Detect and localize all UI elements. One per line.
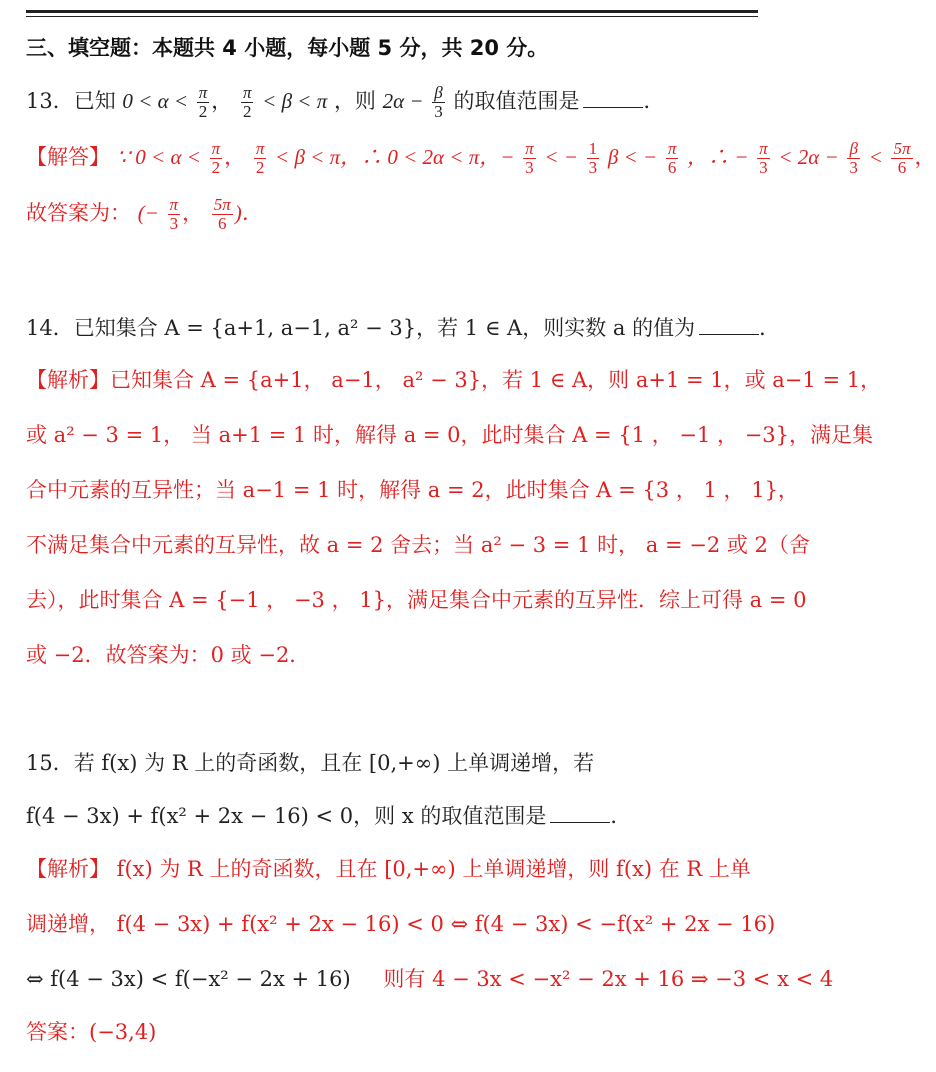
question-15-line-1: 15．若 f(x) 为 R 上的奇函数，且在 [0,+∞) 上单调递增，若 xyxy=(26,751,595,775)
q14-solution-line-5: 去），此时集合 A = {−1 ， −3 ， 1}，满足集合中元素的互异性．综上可得 a = 0 xyxy=(26,588,807,612)
q13-then: ，则 xyxy=(333,88,376,113)
q13-cond2: < β < π xyxy=(262,88,328,113)
q13-prefix: 13．已知 xyxy=(26,88,116,113)
q15-answer: 答案：(−3,4) xyxy=(26,1020,157,1044)
q13-solution: 【解答】 ∵ 0 < α < $\frac{\pi}{2}$ ， $\frac{\pi}{2}$ < β < π，∴ 0 < 2α < π，− $\frac{\pi}{3}$ < − $\frac{1}{3}$ β < − $\frac{\pi}{6}$ ，∴ − $\frac{\pi}{3}$ < 2α − $\frac{\beta}{3}$ < $\frac{5\pi}{6}$ ， xyxy=(26,139,936,177)
top-rule-thick xyxy=(26,10,758,13)
question-15-line-2: f(4 − 3x) + f(x² + 2x − 16) < 0，则 x 的取值范围是 ． xyxy=(26,804,632,828)
q13-frac-pi-2: $\frac{\pi}{2}$ xyxy=(198,83,208,121)
q15-solution-line-1: 【解析】 f(x) 为 R 上的奇函数，且在 [0,+∞) 上单调递增，则 f(x) 在 R 上单 xyxy=(26,857,751,881)
q14-solution-line-4: 不满足集合中元素的互异性，故 a = 2 舍去；当 a² − 3 = 1 时， a = −2 或 2（舍 xyxy=(26,533,810,557)
section-title: 三、填空题：本题共 4 小题，每小题 5 分，共 20 分。 xyxy=(26,36,549,60)
question-14: 14．已知集合 A = {a+1, a−1, a² − 3}，若 1 ∈ A，则实数 a 的值为 ． xyxy=(26,316,781,340)
q13-answer: 故答案为： (− $\frac{\pi}{3}$ ， $\frac{5\pi}{6}$ )． xyxy=(26,195,263,233)
q15-solution-line-3: ⇔ f(4 − 3x) < f(−x² − 2x + 16) 则有 4 − 3x < −x² − 2x + 16 ⇒ −3 < x < 4 xyxy=(26,967,834,991)
q13-solution-tag: 【解答】 xyxy=(26,144,110,169)
q14-solution-line-1: 【解析】已知集合 A = {a+1， a−1， a² − 3}，若 1 ∈ A，则 a+1 = 1，或 a−1 = 1， xyxy=(26,368,882,392)
q13-frac-pi-2b: $\frac{\pi}{2}$ xyxy=(242,83,252,121)
question-13: 13．已知 0 < α < $\frac{\pi}{2}$ ， $\frac{\pi}{2}$ < β < π ，则 2α − $\frac{\beta}{3}$ 的取值范围是 ． xyxy=(26,83,665,121)
q13-expr: 2α − xyxy=(382,88,424,113)
q15-solution-line-2: 调递增， f(4 − 3x) + f(x² + 2x − 16) < 0 ⇔ f(4 − 3x) < −f(x² + 2x − 16) xyxy=(26,912,776,936)
q14-answer-blank xyxy=(699,333,759,335)
q13-suffix: 的取值范围是 xyxy=(453,88,580,113)
q13-cond1: 0 < α < xyxy=(122,88,189,113)
q15-answer-blank xyxy=(550,821,610,823)
q13-answer-blank xyxy=(583,106,643,108)
q13-frac-beta-3: $\frac{\beta}{3}$ xyxy=(434,83,443,121)
q14-solution-line-3: 合中元素的互异性；当 a−1 = 1 时，解得 a = 2，此时集合 A = {3 ， 1 ， 1}， xyxy=(26,478,799,502)
q14-solution-line-6: 或 −2．故答案为：0 或 −2． xyxy=(26,643,311,667)
top-rule-thin xyxy=(26,16,758,17)
q14-solution-line-2: 或 a² − 3 = 1， 当 a+1 = 1 时，解得 a = 0，此时集合 A = {1 ， −1 ， −3}，满足集 xyxy=(26,423,874,447)
